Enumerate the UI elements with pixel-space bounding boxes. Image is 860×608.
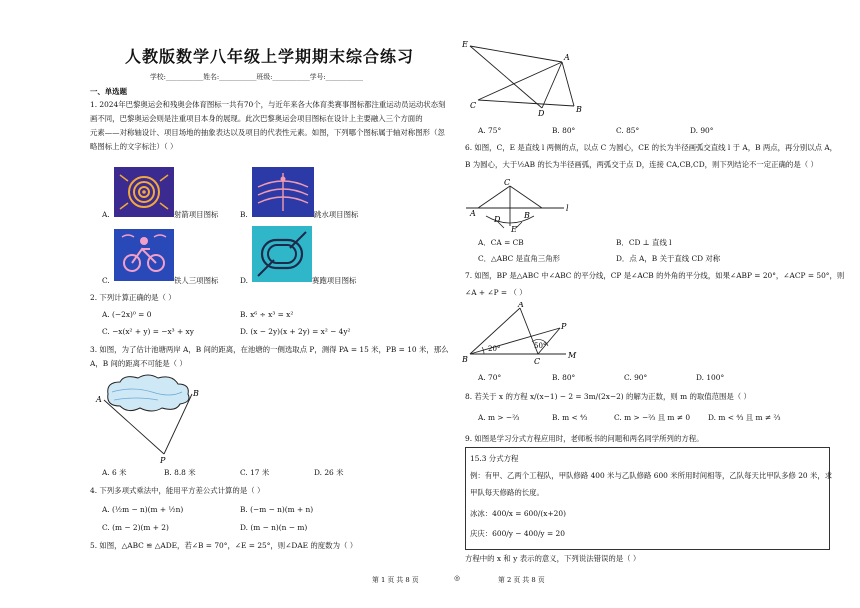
q6-option-d: D．点 A，B 关于直线 CD 对称 (616, 254, 721, 263)
q4-option-b: B. (−m − n)(m + n) (240, 505, 314, 514)
q9-stem: 9. 如图是学习分式方程应用时，老师板书的问题和两名同学所列的方程。 (465, 434, 704, 443)
q7-line2: ∠A + ∠P = （ ） (465, 288, 527, 297)
q6-option-b: B．CD ⊥ 直线 l (616, 238, 672, 247)
q7-label-b: B (462, 355, 468, 364)
q6-label-b: B (524, 211, 530, 220)
q7-label-p: P (561, 322, 567, 331)
q7-option-d: D. 100° (696, 373, 725, 382)
q6-label-l: l (566, 204, 569, 213)
q4-option-d: D. (m − n)(n − m) (240, 523, 308, 532)
q7-angle-20: 20° (488, 345, 501, 353)
q9-box-line2: 甲队每天修路的长度。 (470, 488, 544, 497)
q8-option-a: A. m > −⅔ (478, 413, 520, 422)
q2-option-a: A. (−2x)⁰ = 0 (102, 310, 152, 319)
page-title: 人教版数学八年级上学期期末综合练习 (125, 47, 415, 66)
footer-page-left: 第 1 页 共 8 页 (372, 576, 419, 584)
q8-option-b: B. m < ⁴⁄₃ (552, 413, 588, 422)
q3-label-a: A (96, 395, 102, 404)
q5-label-b: B (576, 105, 582, 114)
q4-option-a: A. (½m − n)(m + ½n) (102, 505, 184, 514)
q6-line1: 6. 如图，C，E 是直线 l 两侧的点，以点 C 为圆心，CE 的长为半径画弧交直线 l 于 A，B 两点，再分别以点 A， (465, 143, 838, 152)
archery-icon (114, 167, 174, 217)
q6-label-e: E (511, 225, 517, 234)
q3-label-b: B (193, 389, 199, 398)
q1-option-d-label: D. (240, 276, 249, 285)
q9-box-line1: 例：有甲、乙两个工程队，甲队修路 400 米与乙队修路 600 米所用时间相等，乙队每天比甲队多修 20 米，求 (470, 471, 833, 480)
q1-line4: 略图标上的文字标注）（ ） (90, 142, 178, 151)
q6-figure (464, 176, 574, 234)
q7-figure (462, 302, 582, 366)
q6-label-d: D (494, 215, 501, 224)
q1-option-a-label: A. (102, 210, 110, 219)
q6-line2: B 为圆心，大于½AB 的长为半径画弧，两弧交于点 D，连接 CA,CB,CD，则下列结论不一定正确的是（ ） (465, 160, 818, 169)
q3-option-a: A. 6 米 (102, 468, 127, 477)
triathlon-icon (114, 229, 174, 281)
q1-option-b-text: 跳水项目图标 (314, 210, 359, 219)
q2-option-b: B. x⁶ ÷ x³ = x² (240, 310, 294, 319)
q7-label-m: M (568, 351, 577, 360)
q4-option-c: C. (m − 2)(m + 2) (102, 523, 169, 532)
q1-line3: 元素——对称轴设计、项目场地的抽象表达以及项目的代表性元素。如图，下列哪个图标属于轴对称图形（忽 (90, 128, 445, 137)
q6-label-c: C (504, 178, 511, 187)
q5-figure (462, 38, 592, 116)
q5-label-c: C (470, 101, 477, 110)
q9-box-title: 15.3 分式方程 (470, 454, 519, 463)
q7-option-c: C. 90° (624, 373, 648, 382)
q5-label-e: E (462, 40, 468, 49)
q3-line1: 3. 如图，为了估计池塘两岸 A，B 间的距离，在池塘的一侧选取点 P，测得 PA = 15 米，PB = 10 米，那么 (90, 345, 449, 354)
q4-stem: 4. 下列多项式乘法中，能用平方差公式计算的是（ ） (90, 486, 265, 495)
q7-angle-50: 50° (534, 342, 547, 350)
q9-bingbing-equation: 冰冰：400/x = 600/(x+20) (470, 509, 566, 518)
q5-label-d: D (538, 109, 545, 116)
q8-option-d: D. m < ⁴⁄₃ 且 m ≠ ⅔ (708, 413, 781, 422)
q1-option-a-text: 射箭项目图标 (174, 210, 219, 219)
footer-binding-mark: ◎ (454, 574, 460, 582)
q2-stem: 2. 下列计算正确的是（ ） (90, 293, 176, 302)
q1-option-c-text: 铁人三项图标 (174, 276, 219, 285)
student-info-line: 学校:___________姓名:___________班级:___________学号:___________ (150, 73, 364, 81)
section-heading: 一、单选题 (90, 87, 127, 96)
q7-option-a: A. 70° (478, 373, 502, 382)
q8-option-c: C. m > −⅔ 且 m ≠ 0 (614, 413, 691, 422)
q1-option-c-label: C. (102, 276, 110, 285)
q8-stem: 8. 若关于 x 的方程 x/(x−1) − 2 = 3m/(2x−2) 的解为正数，则 m 的取值范围是（ ） (465, 392, 751, 401)
q5-label-a: A (564, 53, 570, 62)
q5-stem: 5. 如图，△ABC ≌ △ADE，若∠B = 70°，∠E = 25°，则∠DAE 的度数为（ ） (90, 541, 358, 550)
q5-option-c: C. 85° (616, 126, 640, 135)
q3-option-b: B. 8.8 米 (164, 468, 196, 477)
q2-option-d: D. (x − 2y)(x + 2y) = x² − 4y² (240, 327, 351, 336)
q2-option-c: C. −x(x² + y) = −x³ + xy (102, 327, 194, 336)
q9-followup: 方程中的 x 和 y 表示的意义，下列说法错误的是（ ） (465, 554, 641, 563)
q7-label-c: C (534, 357, 541, 366)
q6-option-a: A．CA = CB (478, 238, 524, 247)
q3-option-c: C. 17 米 (240, 468, 270, 477)
q1-option-b-label: B. (240, 210, 248, 219)
q5-option-a: A. 75° (478, 126, 502, 135)
diving-icon (252, 167, 314, 217)
q1-line1: 1. 2024年巴黎奥运会和残奥会体育图标一共有70个，与近年来各大体育类赛事图标都注重运动员运动状态刻 (90, 100, 446, 109)
q5-option-b: B. 80° (552, 126, 576, 135)
running-icon (252, 226, 312, 282)
q3-option-d: D. 26 米 (314, 468, 344, 477)
q9-qingqing-equation: 庆庆：600/y − 400/y = 20 (470, 529, 565, 538)
q3-line2: A，B 间的距离不可能是（ ） (90, 359, 187, 368)
q7-label-a: A (518, 302, 524, 309)
q7-line1: 7. 如图，BP 是△ABC 中∠ABC 的平分线，CP 是∠ACB 的外角的平分线，如果∠ABP = 20°，∠ACP = 50°，则 (465, 271, 845, 280)
q6-option-c: C．△ABC 是直角三角形 (478, 254, 560, 263)
q1-line2: 画不同，巴黎奥运会则是注重项目本身的展现。此次巴黎奥运会项目图标在设计上主要融入三个方面的 (90, 114, 423, 123)
q3-label-p: P (160, 456, 166, 464)
pond-figure (92, 372, 202, 464)
q5-option-d: D. 90° (690, 126, 714, 135)
q6-label-a: A (470, 209, 476, 218)
q7-option-b: B. 80° (552, 373, 576, 382)
q1-option-d-text: 赛跑项目图标 (312, 276, 357, 285)
footer-page-right: 第 2 页 共 8 页 (498, 576, 545, 584)
